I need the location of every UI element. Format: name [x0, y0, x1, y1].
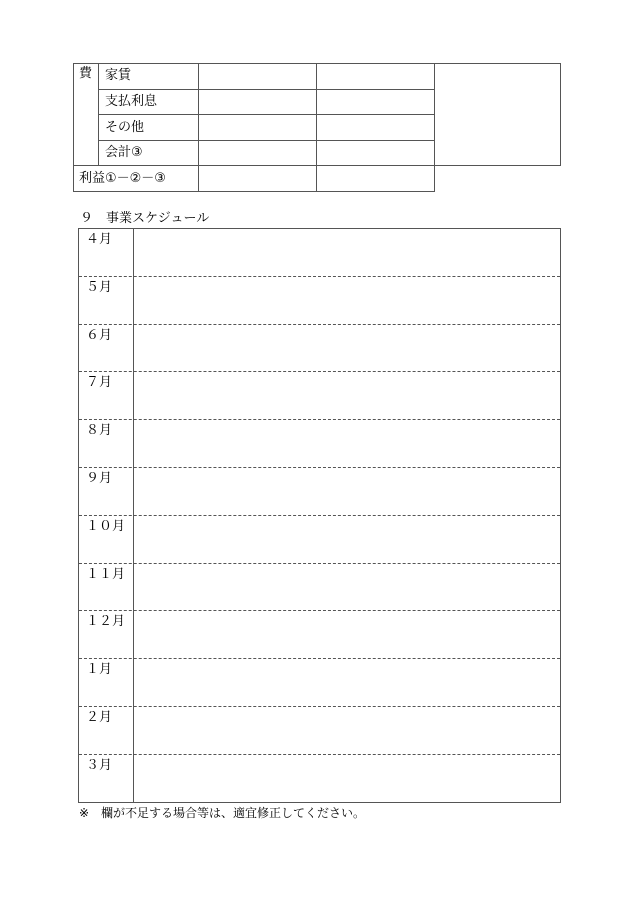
schedule-row-divider	[79, 610, 560, 611]
schedule-month-label: １０月	[86, 519, 126, 534]
table-border-right	[560, 63, 561, 166]
schedule-month-label: ８月	[86, 423, 113, 438]
expense-row-label: 家賃	[105, 68, 132, 83]
schedule-row-divider	[79, 324, 560, 325]
table-border-left	[73, 63, 74, 192]
table-col-divider	[198, 63, 199, 192]
schedule-row-divider	[79, 276, 560, 277]
schedule-month-label: ３月	[86, 758, 113, 773]
schedule-month-label: ７月	[86, 375, 113, 390]
schedule-month-label: １１月	[86, 567, 126, 582]
table-row-divider	[98, 89, 435, 90]
table-border-top	[73, 63, 561, 64]
table-col-divider	[316, 63, 317, 192]
schedule-row-divider	[79, 754, 560, 755]
schedule-month-label: ６月	[86, 328, 113, 343]
expense-row-label: 会計③	[105, 145, 143, 160]
expense-row-label: 支払利息	[105, 94, 158, 109]
profit-label: 利益①－②－③	[79, 171, 166, 186]
schedule-row-divider	[79, 658, 560, 659]
table-row-divider	[73, 165, 561, 166]
schedule-border-top	[78, 228, 561, 229]
schedule-row-divider	[79, 419, 560, 420]
table-col-divider	[434, 63, 435, 192]
schedule-row-divider	[79, 371, 560, 372]
schedule-month-label: ４月	[86, 232, 113, 247]
schedule-row-divider	[79, 515, 560, 516]
table-border-bottom	[73, 191, 435, 192]
table-col-divider	[98, 63, 99, 166]
schedule-month-label: ２月	[86, 710, 113, 725]
table-row-divider	[98, 114, 435, 115]
schedule-border-bottom	[78, 802, 561, 803]
schedule-month-label: ５月	[86, 280, 113, 295]
schedule-row-divider	[79, 706, 560, 707]
schedule-month-label: ９月	[86, 471, 113, 486]
schedule-row-divider	[79, 467, 560, 468]
footnote: ※ 欄が不足する場合等は、適宜修正してください。	[79, 806, 366, 820]
expense-row-label: その他	[105, 120, 145, 135]
table-row-divider	[98, 140, 435, 141]
schedule-row-divider	[79, 563, 560, 564]
expense-group-label: 費	[79, 66, 93, 81]
schedule-month-label: １２月	[86, 614, 126, 629]
schedule-month-label: １月	[86, 662, 113, 677]
schedule-heading: ９ 事業スケジュール	[80, 211, 210, 226]
schedule-border-right	[560, 228, 561, 803]
